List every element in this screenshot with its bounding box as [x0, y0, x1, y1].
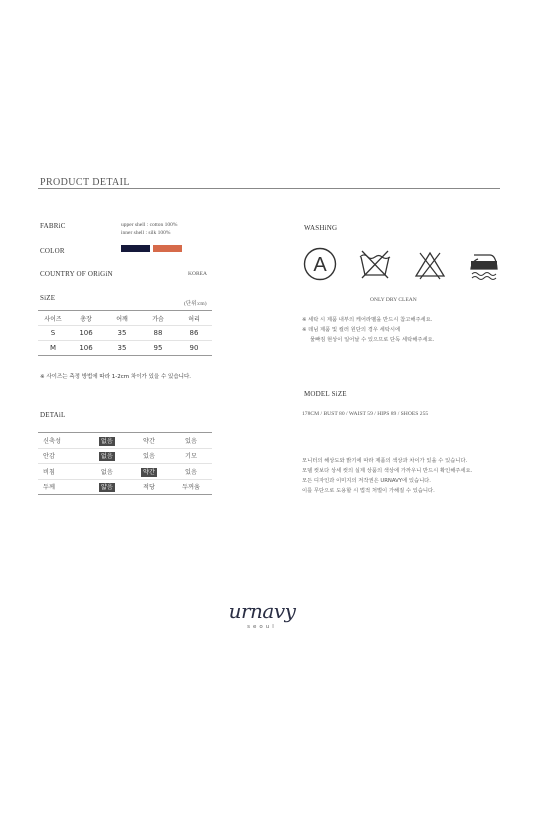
detail-option: 있음	[143, 453, 155, 461]
size-col-header: 어깨	[104, 311, 140, 326]
size-cell: 35	[104, 326, 140, 341]
table-row	[38, 341, 212, 356]
title-divider	[38, 188, 500, 189]
model-size-value: 178CM / BUST 80 / WAIST 59 / HIPS 89 / SHOES 255	[302, 411, 429, 417]
size-cell: 86	[176, 326, 212, 341]
size-cell: 90	[176, 341, 212, 356]
notice-3: 모든 디자인과 이미지의 저작권은 URNAVY에 있습니다.	[302, 478, 431, 484]
washing-note-1: ※ 세탁 시 제품 내부의 케어라벨을 반드시 참고해주세요.	[302, 317, 433, 323]
dry-clean-a-icon	[302, 247, 338, 281]
detail-option: 없음	[100, 468, 113, 476]
table-row	[38, 479, 212, 495]
size-note: ※ 사이즈는 측정 방법에 따라 1-2cm 차이가 있을 수 있습니다.	[40, 374, 192, 380]
origin-label: COUNTRY OF ORiGiN	[40, 270, 113, 278]
fabric-label: FABRiC	[40, 222, 66, 230]
model-size-label: MODEL SiZE	[304, 390, 347, 398]
size-table	[38, 310, 212, 356]
do-not-wash-icon	[357, 247, 393, 281]
color-swatch-navy	[121, 245, 150, 252]
detail-option-selected: 없음	[100, 453, 113, 461]
detail-category: 신축성	[38, 433, 86, 449]
detail-table	[38, 432, 212, 495]
notice-2: 모델 컷보다 상세 컷의 실제 상품의 색상에 가까우니 반드시 확인해주세요.	[302, 468, 473, 474]
washing-caption: ONLY DRY CLEAN	[370, 297, 417, 303]
size-table-header	[38, 311, 212, 326]
do-not-bleach-icon	[412, 247, 448, 281]
detail-label: DETAiL	[40, 411, 66, 419]
fabric-inner-shell: inner shell : silk 100%	[121, 230, 171, 236]
detail-option-selected: 약간	[143, 468, 155, 476]
size-cell: 35	[104, 341, 140, 356]
brand-logo-script: urnavy	[228, 599, 296, 623]
detail-option-selected: 없음	[100, 437, 113, 445]
size-label: SiZE	[40, 294, 56, 302]
page-title: PRODUCT DETAIL	[40, 177, 130, 188]
washing-note-3: 물빠짐 현상이 일어날 수 있으므로 단독 세탁해주세요.	[310, 337, 435, 343]
detail-option: 있음	[185, 437, 198, 445]
detail-option: 약간	[143, 437, 155, 445]
fabric-upper-shell: upper shell : cotton 100%	[121, 222, 178, 228]
detail-option: 기모	[185, 453, 198, 461]
low-iron-icon	[466, 247, 502, 281]
brand-logo-sub: seoul	[247, 624, 277, 630]
washing-note-2: ※ 데님 제품 및 컬러 원단의 경우 세탁시에	[302, 327, 401, 333]
size-cell: M	[38, 341, 68, 356]
detail-option: 적당	[143, 484, 155, 492]
size-col-header: 가슴	[140, 311, 176, 326]
washing-label: WASHiNG	[304, 224, 338, 232]
size-cell: 88	[140, 326, 176, 341]
notice-1: 모니터의 해상도와 밝기에 따라 제품의 색상과 차이가 있을 수 있습니다.	[302, 458, 468, 464]
table-row	[38, 433, 212, 449]
origin-value: KOREA	[188, 271, 207, 277]
detail-option: 두꺼움	[182, 484, 200, 492]
detail-category: 비침	[38, 464, 86, 480]
size-cell: 106	[68, 326, 104, 341]
color-swatch-orange	[153, 245, 182, 252]
color-label: COLOR	[40, 247, 65, 255]
size-cell: 95	[140, 341, 176, 356]
dry-clean-letter: A	[313, 254, 327, 276]
size-unit: (단위:cm)	[184, 301, 207, 307]
size-col-header: 사이즈	[38, 311, 68, 326]
table-row	[38, 326, 212, 341]
detail-option-selected: 얇음	[100, 484, 113, 492]
table-row	[38, 464, 212, 480]
size-cell: 106	[68, 341, 104, 356]
detail-category: 안감	[38, 448, 86, 464]
table-row	[38, 448, 212, 464]
size-col-header: 허리	[176, 311, 212, 326]
brand-logo	[222, 600, 302, 630]
detail-category: 두께	[38, 479, 86, 495]
size-cell: S	[38, 326, 68, 341]
notice-4: 이를 무단으로 도용할 시 법적 처벌이 가해질 수 있습니다.	[302, 488, 435, 494]
size-col-header: 총장	[68, 311, 104, 326]
detail-option: 있음	[185, 468, 198, 476]
